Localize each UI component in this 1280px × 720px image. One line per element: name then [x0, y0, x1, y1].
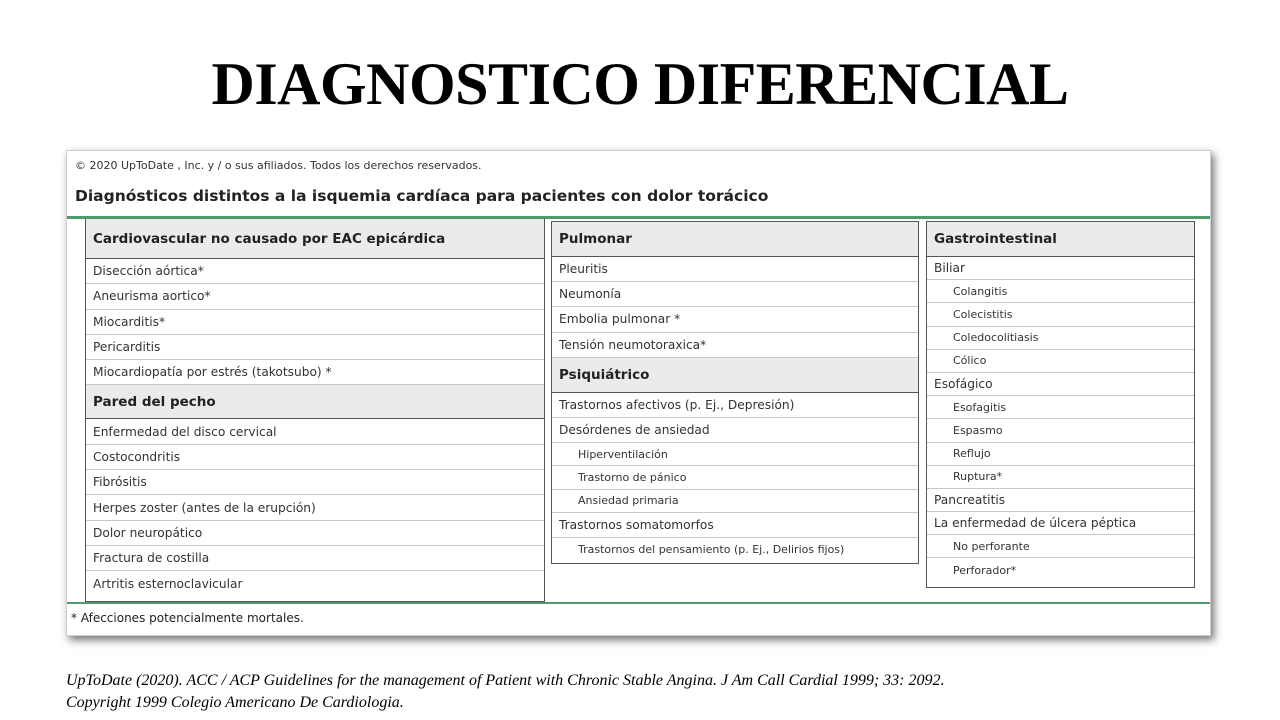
citation-line-1: UpToDate (2020). ACC / ACP Guidelines for the management of Patient with Chronic Stable Angina. J Am Call Cardial 1999; 33: 2092. — [66, 672, 945, 689]
list-item: Pleuritis — [552, 257, 918, 282]
column-pulmonar-psiquiatrico — [551, 221, 919, 564]
list-item: La enfermedad de úlcera péptica — [927, 512, 1194, 535]
uptodate-table-image — [66, 150, 1211, 636]
list-subitem: Espasmo — [927, 419, 1194, 442]
list-subitem: Trastorno de pánico — [552, 466, 918, 489]
list-item: Trastornos somatomorfos — [552, 513, 918, 538]
list-subitem: Esofagitis — [927, 396, 1194, 419]
list-subitem: Hiperventilación — [552, 443, 918, 466]
list-item: Costocondritis — [86, 445, 544, 470]
list-item: Neumonía — [552, 282, 918, 307]
header-chest-wall: Pared del pecho — [86, 385, 544, 419]
column-gastrointestinal — [926, 221, 1195, 588]
column-cardio-chest — [85, 219, 545, 602]
citation-line-2: Copyright 1999 Colegio Americano De Cardiologia. — [66, 694, 404, 711]
list-subitem: Reflujo — [927, 443, 1194, 466]
header-psiquiatrico: Psiquiátrico — [552, 358, 918, 393]
list-item: Biliar — [927, 257, 1194, 280]
footnote: * Afecciones potencialmente mortales. — [71, 611, 304, 625]
header-gastrointestinal: Gastrointestinal — [927, 222, 1194, 257]
list-subitem: Ansiedad primaria — [552, 490, 918, 513]
list-subitem: Perforador* — [953, 563, 1017, 577]
copyright-notice: © 2020 UpToDate , Inc. y / o sus afiliados. Todos los derechos reservados. — [75, 159, 482, 172]
list-subitem: Colecistitis — [927, 303, 1194, 326]
list-item: Fibrósitis — [86, 470, 544, 495]
list-item: Trastornos afectivos (p. Ej., Depresión) — [552, 393, 918, 418]
list-item: Pericarditis — [86, 335, 544, 360]
list-item: Enfermedad del disco cervical — [86, 419, 544, 444]
list-subitem: No perforante — [927, 535, 1194, 558]
list-item: Desórdenes de ansiedad — [552, 418, 918, 443]
list-subitem: Trastornos del pensamiento (p. Ej., Delirios fijos) — [578, 542, 845, 556]
list-item: Miocarditis* — [86, 310, 544, 335]
list-item: Disección aórtica* — [86, 259, 544, 284]
list-subitem: Ruptura* — [927, 466, 1194, 489]
list-item: Artritis esternoclavicular — [93, 576, 243, 591]
list-item: Fractura de costilla — [86, 546, 544, 571]
list-subitem: Coledocolitiasis — [927, 327, 1194, 350]
green-divider-bottom — [67, 602, 1210, 604]
list-item: Tensión neumotoraxica* — [552, 333, 918, 358]
list-item: Aneurisma aortico* — [86, 284, 544, 309]
list-item: Esofágico — [927, 373, 1194, 396]
slide-title: DIAGNOSTICO DIFERENCIAL — [211, 51, 1069, 117]
list-item: Miocardiopatía por estrés (takotsubo) * — [86, 360, 544, 385]
list-subitem: Colangitis — [927, 280, 1194, 303]
list-item: Dolor neuropático — [86, 521, 544, 546]
header-pulmonar: Pulmonar — [552, 222, 918, 257]
table-title: Diagnósticos distintos a la isquemia cardíaca para pacientes con dolor torácico — [75, 187, 769, 205]
list-item: Herpes zoster (antes de la erupción) — [86, 495, 544, 520]
list-item: Embolia pulmonar * — [552, 307, 918, 332]
header-cardiovascular: Cardiovascular no causado por EAC epicárdica — [86, 219, 544, 259]
citation — [66, 670, 1266, 714]
list-item: Pancreatitis — [927, 489, 1194, 512]
list-subitem: Cólico — [927, 350, 1194, 373]
